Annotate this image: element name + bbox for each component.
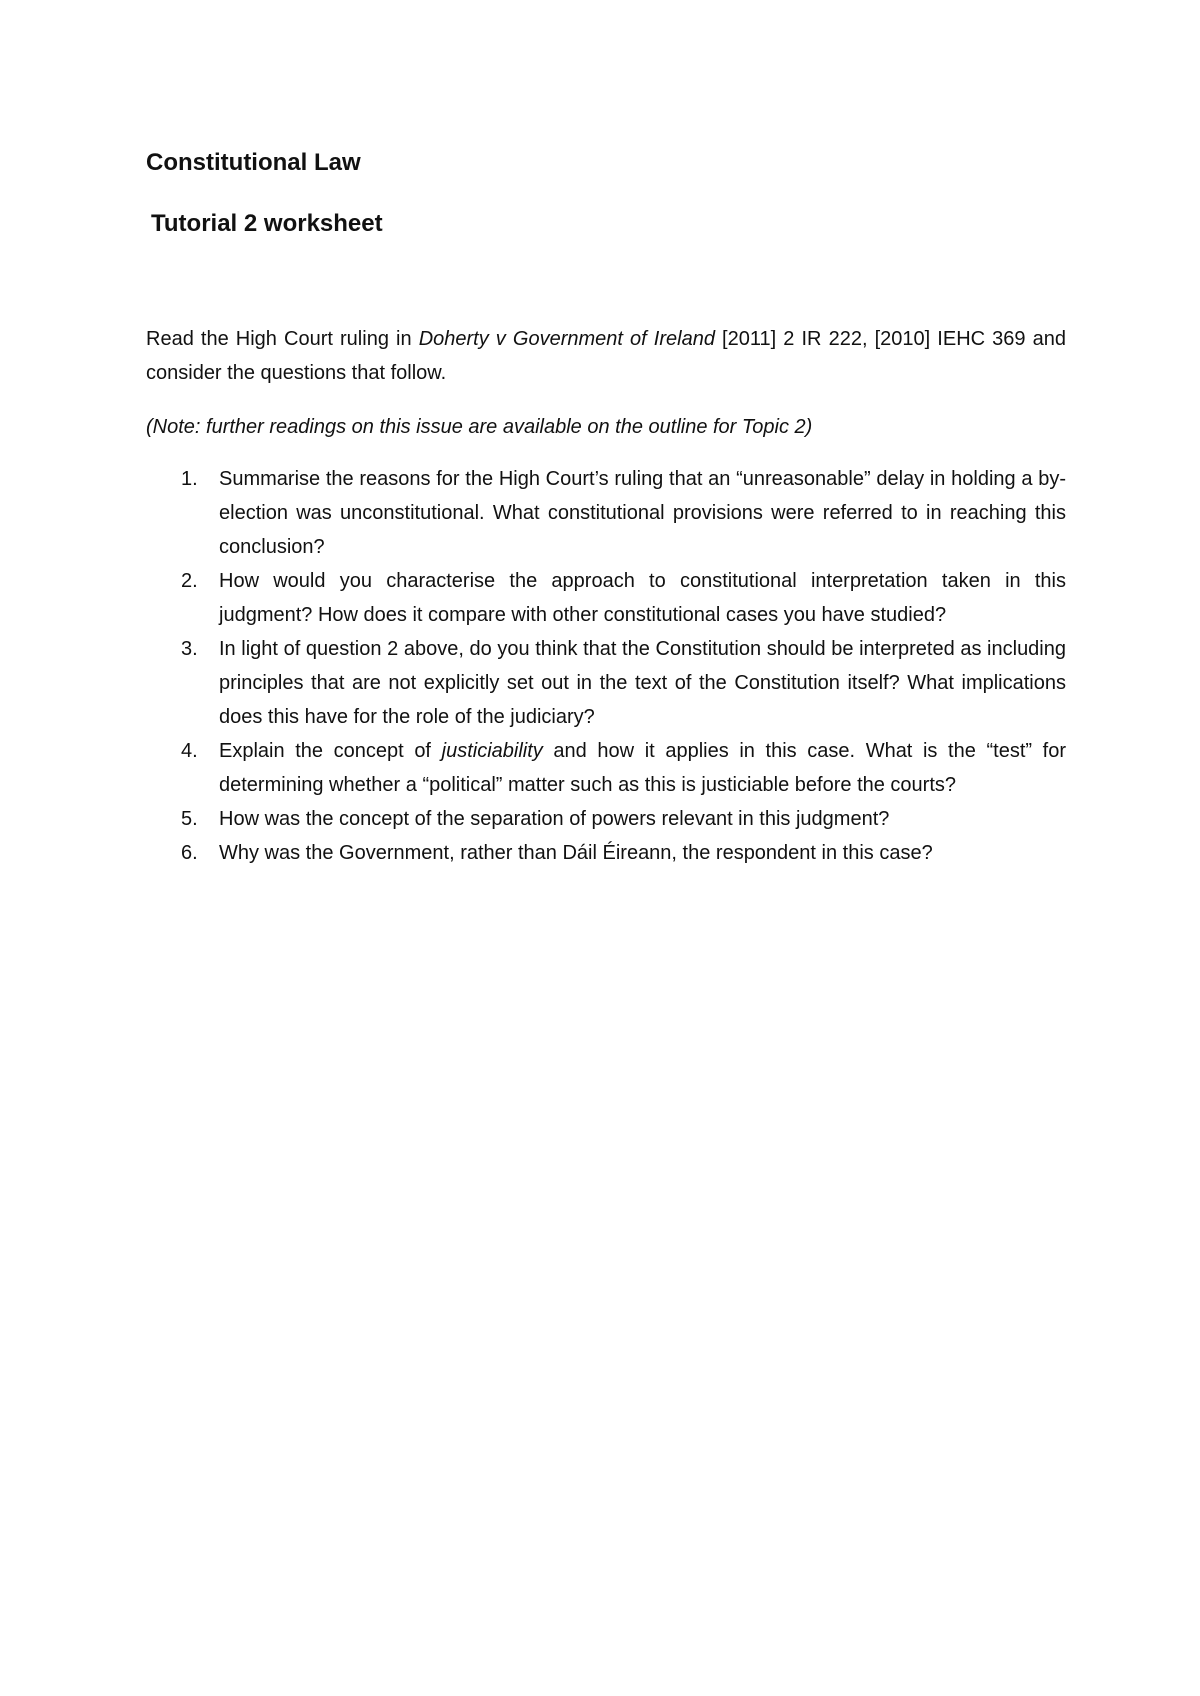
justiciability-term: justiciability — [441, 740, 543, 762]
document-title: Constitutional Law — [146, 149, 361, 176]
question-item — [146, 564, 1066, 632]
case-name: Doherty v Government of Ireland — [418, 328, 715, 350]
question-number: 4. — [181, 740, 198, 762]
question-number: 1. — [181, 468, 198, 490]
question-number: 3. — [181, 638, 198, 660]
question-list — [146, 462, 1066, 870]
question-item — [146, 836, 1066, 870]
question-item — [146, 632, 1066, 734]
reading-note: (Note: further readings on this issue are available on the outline for Topic 2) — [146, 416, 813, 438]
question-text-after-emphasis: and how it applies in this case. What is the “test” for determining whether a “political” matter such as this is justiciable before the courts? — [219, 740, 1066, 796]
question-text: Summarise the reasons for the High Court’s ruling that an “unreasonable” delay in holding a by-election was unconstitutional. What constitutional provisions were referred to in reaching this conclusion? — [219, 468, 1066, 558]
question-text: Why was the Government, rather than Dáil Éireann, the respondent in this case? — [219, 842, 933, 864]
intro-text-before-case: Read the High Court ruling in — [146, 328, 419, 350]
question-item — [146, 802, 1066, 836]
document-subtitle: Tutorial 2 worksheet — [151, 210, 383, 237]
question-text: How would you characterise the approach to constitutional interpretation taken in this judgment? How does it compare with other constitutional cases you have studied? — [219, 570, 1066, 626]
intro-paragraph — [146, 322, 1066, 390]
question-text — [219, 740, 1066, 796]
intro-text-after-case: [2011] 2 IR 222, [2010] IEHC 369 and consider the questions that follow. — [146, 328, 1066, 384]
question-item — [146, 734, 1066, 802]
question-text: In light of question 2 above, do you think that the Constitution should be interpreted as including principles that are not explicitly set out in the text of the Constitution itself? What implications does this have for the role of the judiciary? — [219, 638, 1066, 728]
question-item — [146, 462, 1066, 564]
question-number: 2. — [181, 570, 198, 592]
question-text: How was the concept of the separation of powers relevant in this judgment? — [219, 808, 890, 830]
question-number: 6. — [181, 842, 198, 864]
question-number: 5. — [181, 808, 198, 830]
question-text-before-emphasis: Explain the concept of — [219, 740, 442, 762]
